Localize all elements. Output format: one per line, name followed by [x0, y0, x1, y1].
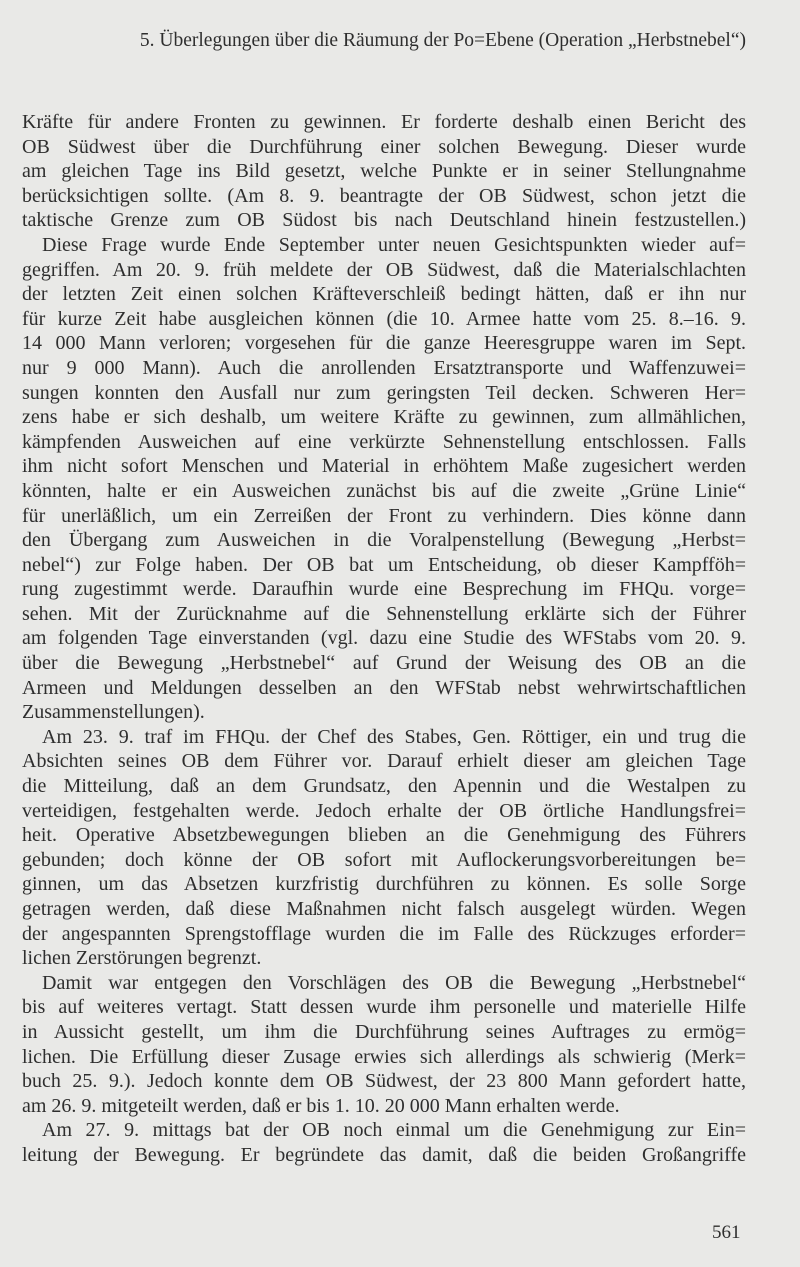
text-line: könnten, halte er ein Ausweichen zunächst bis auf die zweite „Grüne Linie“ — [22, 479, 746, 502]
text-line: über die Bewegung „Herbstnebel“ auf Grund der Weisung des OB an die — [22, 652, 746, 675]
text-line: lichen. Die Erfüllung dieser Zusage erwies sich allerdings als schwierig (Merk= — [22, 1045, 746, 1068]
text-line: in Aussicht gestellt, um ihm die Durchführung seines Auftrages zu ermög= — [22, 1020, 746, 1043]
text-line: nur 9 000 Mann). Auch die anrollenden Ersatztransporte und Waffenzuwei= — [22, 356, 746, 379]
text-line: am gleichen Tage ins Bild gesetzt, welche Punkte er in seiner Stellungnahme — [22, 160, 746, 183]
paragraph — [22, 1118, 746, 1167]
text-line: die Mitteilung, daß an dem Grundsatz, den Apennin und die Westalpen zu — [22, 775, 746, 798]
text-line: den Übergang zum Ausweichen in die Voralpenstellung (Bewegung „Herbst= — [22, 529, 746, 552]
text-line: kämpfenden Ausweichen auf eine verkürzte Sehnenstellung entschlossen. Falls — [22, 430, 746, 453]
text-line: verteidigen, festgehalten werde. Jedoch erhalte der OB örtliche Handlungsfrei= — [22, 799, 746, 822]
text-line: am folgenden Tage einverstanden (vgl. dazu eine Studie des WFStabs vom 20. 9. — [22, 627, 746, 650]
text-line: gegriffen. Am 20. 9. früh meldete der OB Südwest, daß die Materialschlachten — [22, 258, 746, 281]
text-line: berücksichtigen sollte. (Am 8. 9. beantragte der OB Südwest, schon jetzt die — [22, 184, 746, 207]
text-line: Diese Frage wurde Ende September unter neuen Gesichtspunkten wieder auf= — [42, 233, 746, 256]
paragraph — [22, 233, 746, 725]
paragraph — [22, 971, 746, 1119]
text-line: Kräfte für andere Fronten zu gewinnen. Er forderte deshalb einen Bericht des — [22, 111, 746, 133]
text-line: 14 000 Mann verloren; vorgesehen für die ganze Heeresgruppe waren im Sept. — [22, 332, 746, 355]
text-line: Absichten seines OB dem Führer vor. Darauf erhielt dieser am gleichen Tage — [22, 750, 746, 773]
text-line: nebel“) zur Folge haben. Der OB bat um Entscheidung, ob dieser Kampfföh= — [22, 553, 746, 576]
text-line: am 26. 9. mitgeteilt werden, daß er bis 1. 10. 20 000 Mann erhalten werde. — [22, 1094, 620, 1117]
text-line: buch 25. 9.). Jedoch konnte dem OB Südwest, der 23 800 Mann gefordert hatte, — [22, 1070, 746, 1093]
text-line: sehen. Mit der Zurücknahme auf die Sehnenstellung erklärte sich der Führer — [22, 602, 746, 625]
text-line: für kurze Zeit habe ausgleichen können (die 10. Armee hatte vom 25. 8.–16. 9. — [22, 307, 746, 330]
text-line: der letzten Zeit einen solchen Kräfteverschleiß bedingt hätten, daß er ihn nur — [22, 283, 746, 306]
text-line: lichen Zerstörungen begrenzt. — [22, 947, 262, 970]
running-header: 5. Überlegungen über die Räumung der Po=Ebene (Operation „Herbstnebel“) — [139, 30, 746, 51]
text-line: ihm nicht sofort Menschen und Material in erhöhtem Maße zugesichert werden — [22, 455, 746, 478]
text-line: Armeen und Meldungen desselben an den WFStab nebst wehrwirtschaftlichen — [22, 676, 746, 699]
text-line: Damit war entgegen den Vorschlägen des OB die Bewegung „Herbstnebel“ — [42, 971, 746, 994]
paragraph — [22, 110, 746, 233]
text-line: zens habe er sich deshalb, um weitere Kräfte zu gewinnen, zum allmählichen, — [22, 406, 746, 429]
paragraph — [22, 725, 746, 971]
text-line: OB Südwest über die Durchführung einer solchen Bewegung. Dieser wurde — [22, 135, 746, 158]
text-line: Zusammenstellungen). — [22, 701, 205, 724]
text-line: für unerläßlich, um ein Zerreißen der Front zu verhindern. Dies könne dann — [22, 504, 746, 527]
text-line: bis auf weiteres vertagt. Statt dessen wurde ihm personelle und materielle Hilfe — [22, 996, 746, 1019]
text-line: getragen werden, daß diese Maßnahmen nicht falsch ausgelegt würden. Wegen — [22, 898, 746, 920]
text-line: sungen konnten den Ausfall nur zum geringsten Teil decken. Schweren Her= — [22, 381, 746, 404]
text-line: rung zugestimmt werde. Daraufhin wurde eine Besprechung im FHQu. vorge= — [22, 578, 746, 601]
text-line: ginnen, um das Absetzen kurzfristig durchführen zu können. Es solle Sorge — [22, 873, 746, 896]
text-line: heit. Operative Absetzbewegungen blieben an die Genehmigung des Führers — [22, 824, 746, 847]
text-line: Am 23. 9. traf im FHQu. der Chef des Stabes, Gen. Röttiger, ein und trug die — [42, 725, 746, 748]
text-line: Am 27. 9. mittags bat der OB noch einmal um die Genehmigung zur Ein= — [42, 1119, 746, 1142]
body-text — [22, 110, 746, 1168]
text-line: der angespannten Sprengstofflage wurden die im Falle des Rückzuges erforder= — [22, 922, 746, 945]
text-line: gebunden; doch könne der OB sofort mit Auflockerungsvorbereitungen be= — [22, 848, 746, 871]
text-line: leitung der Bewegung. Er begründete das damit, daß die beiden Großangriffe — [22, 1143, 746, 1166]
page-number: 561 — [712, 1222, 741, 1243]
text-line: taktische Grenze zum OB Südost bis nach Deutschland hinein festzustellen.) — [22, 209, 746, 232]
